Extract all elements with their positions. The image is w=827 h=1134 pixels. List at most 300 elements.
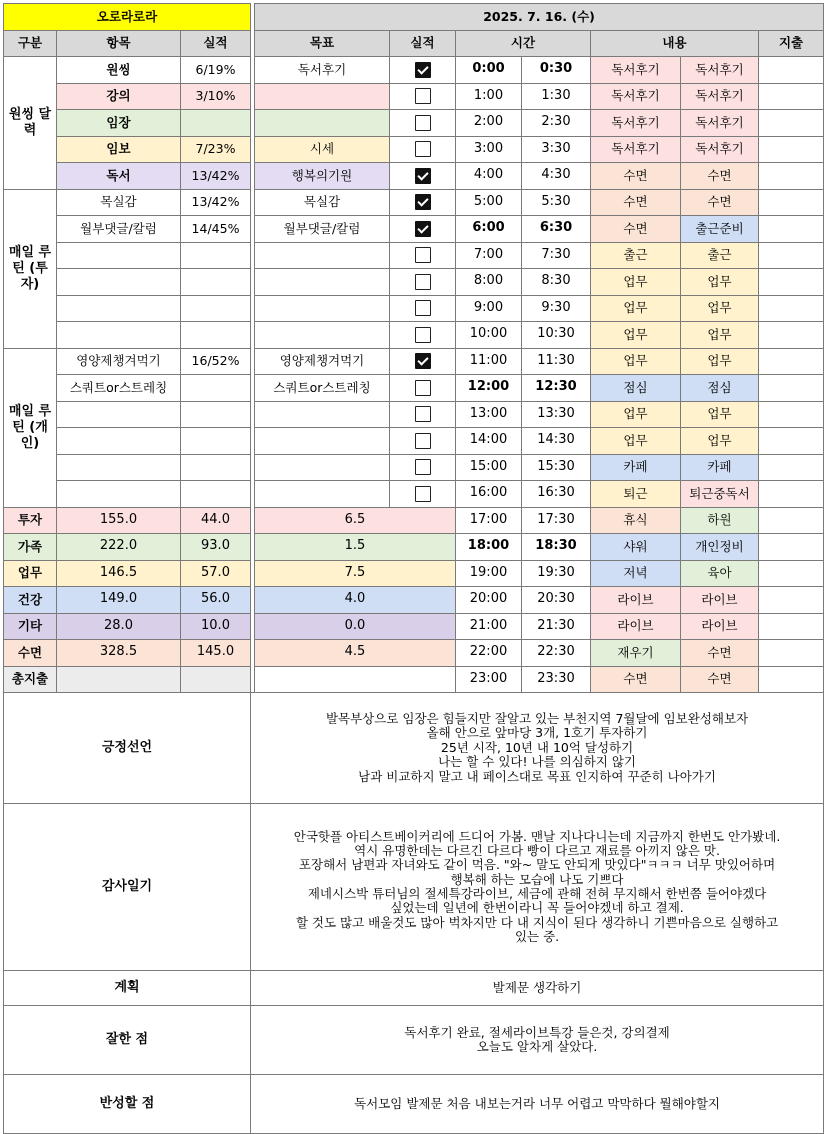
summary-label: 업무 [4, 560, 57, 587]
goal-text[interactable] [255, 83, 390, 110]
reflection-line: 포장해서 남편과 자녀와도 같이 먹음. "와~ 말도 안되게 맛있다"ㅋㅋㅋ 너무 맛있어하며 [298, 857, 776, 873]
activity-first-half[interactable]: 휴식 [591, 507, 681, 534]
title-row [4, 4, 824, 31]
summary-goal-hours: 6.5 [255, 507, 456, 534]
activity-second-half[interactable]: 라이브 [681, 613, 759, 640]
time-start: 0:00 [456, 57, 522, 84]
time-half: 2:30 [522, 110, 591, 137]
summary-goal-hours: 0.0 [255, 613, 456, 640]
item-name: 목실감 [57, 189, 181, 216]
checkbox-checked[interactable] [415, 221, 431, 237]
activity-first-half[interactable]: 독서후기 [591, 110, 681, 137]
item-name [57, 242, 181, 269]
time-start: 23:00 [456, 666, 522, 693]
goal-text[interactable] [255, 454, 390, 481]
reflection-line: 제네시스박 튜터님의 절세특강라이브, 세금에 관해 전혀 무지해서 한번쯤 들어야겠다 [307, 886, 767, 901]
reflection-text[interactable] [251, 1075, 824, 1134]
item-name [57, 322, 181, 349]
expense-cell[interactable] [759, 587, 824, 614]
item-name [57, 481, 181, 508]
activity-first-half[interactable]: 업무 [591, 295, 681, 322]
reflection-line: 독서후기 완료, 절세라이브특강 들은것, 강의결제 [404, 1024, 670, 1040]
time-half: 0:30 [522, 57, 591, 84]
time-start: 12:00 [456, 375, 522, 402]
activity-second-half[interactable]: 하원 [681, 507, 759, 534]
time-half: 17:30 [522, 507, 591, 534]
item-actual [181, 401, 251, 428]
time-start: 14:00 [456, 428, 522, 455]
goal-done-cell [390, 348, 456, 375]
time-half: 20:30 [522, 587, 591, 614]
expense-cell[interactable] [759, 454, 824, 481]
item-name: 원씽 [57, 57, 181, 84]
time-start: 6:00 [456, 216, 522, 243]
time-start: 17:00 [456, 507, 522, 534]
summary-actual: 57.0 [181, 560, 251, 587]
item-name: 영양제챙겨먹기 [57, 348, 181, 375]
time-half: 7:30 [522, 242, 591, 269]
summary-goal-hours: 4.0 [255, 587, 456, 614]
expense-cell[interactable] [759, 216, 824, 243]
checkbox-unchecked[interactable] [415, 247, 431, 263]
expense-cell[interactable] [759, 163, 824, 190]
time-half: 8:30 [522, 269, 591, 296]
summary-actual: 10.0 [181, 613, 251, 640]
goal-text[interactable]: 시세 [255, 136, 390, 163]
item-name: 독서 [57, 163, 181, 190]
checkbox-unchecked[interactable] [415, 406, 431, 422]
time-start: 21:00 [456, 613, 522, 640]
checkbox-unchecked[interactable] [415, 115, 431, 131]
time-start: 13:00 [456, 401, 522, 428]
summary-total: 146.5 [57, 560, 181, 587]
time-half: 1:30 [522, 83, 591, 110]
activity-second-half[interactable]: 업무 [681, 269, 759, 296]
goal-done-cell [390, 242, 456, 269]
time-start: 10:00 [456, 322, 522, 349]
activity-first-half[interactable]: 독서후기 [591, 136, 681, 163]
reflection-text[interactable] [251, 804, 824, 971]
goal-text[interactable] [255, 242, 390, 269]
schedule-row [4, 348, 824, 375]
time-start: 4:00 [456, 163, 522, 190]
reflection-text[interactable] [251, 1006, 824, 1075]
goal-text[interactable] [255, 322, 390, 349]
time-start: 22:00 [456, 640, 522, 667]
checkbox-checked[interactable] [415, 168, 431, 184]
schedule-row [4, 587, 824, 614]
goal-text[interactable] [255, 428, 390, 455]
time-half: 5:30 [522, 189, 591, 216]
schedule-row [4, 428, 824, 455]
reflection-line: 발제문 생각하기 [492, 979, 582, 995]
summary-total [57, 666, 181, 693]
item-actual [181, 295, 251, 322]
activity-second-half[interactable]: 카페 [681, 454, 759, 481]
activity-first-half[interactable]: 퇴근 [591, 481, 681, 508]
category-label: 매일 루틴 (개인) [4, 348, 57, 507]
checkbox-unchecked[interactable] [415, 459, 431, 475]
time-start: 20:00 [456, 587, 522, 614]
activity-first-half[interactable]: 저녁 [591, 560, 681, 587]
goal-done-cell [390, 481, 456, 508]
time-start: 15:00 [456, 454, 522, 481]
time-half: 19:30 [522, 560, 591, 587]
activity-second-half[interactable]: 업무 [681, 295, 759, 322]
item-actual: 14/45% [181, 216, 251, 243]
expense-cell[interactable] [759, 401, 824, 428]
expense-cell[interactable] [759, 348, 824, 375]
goal-done-cell [390, 375, 456, 402]
goal-done-cell [390, 269, 456, 296]
reflection-line: 독서모임 발제문 처음 내보는거라 너무 어렵고 막막하다 뭘해야할지 [354, 1095, 720, 1111]
col-item: 항목 [57, 30, 181, 57]
time-half: 21:30 [522, 613, 591, 640]
reflection-line: 발목부상으로 임장은 힘들지만 잘알고 있는 부천지역 7월달에 임보완성해보자 [325, 711, 749, 727]
checkbox-unchecked[interactable] [415, 380, 431, 396]
item-name [57, 295, 181, 322]
reflection-line: 싶었는데 일년에 한번이라니 꼭 들어야겠네 하고 결제. [390, 900, 684, 916]
activity-second-half[interactable]: 육아 [681, 560, 759, 587]
reflection-line: 나는 할 수 있다! 나를 의심하지 않기 [438, 754, 636, 770]
item-actual: 13/42% [181, 189, 251, 216]
reflection-label: 계획 [4, 971, 251, 1006]
col-done: 실적 [390, 30, 456, 57]
summary-actual: 56.0 [181, 587, 251, 614]
time-half: 14:30 [522, 428, 591, 455]
col-expense: 지출 [759, 30, 824, 57]
reflection-row [4, 971, 824, 1006]
activity-first-half[interactable]: 라이브 [591, 587, 681, 614]
time-start: 5:00 [456, 189, 522, 216]
goal-text[interactable] [255, 295, 390, 322]
checkbox-unchecked[interactable] [415, 141, 431, 157]
time-half: 9:30 [522, 295, 591, 322]
schedule-row [4, 507, 824, 534]
time-start: 11:00 [456, 348, 522, 375]
item-actual: 6/19% [181, 57, 251, 84]
activity-first-half[interactable]: 업무 [591, 401, 681, 428]
expense-cell[interactable] [759, 242, 824, 269]
item-actual [181, 428, 251, 455]
schedule-row [4, 83, 824, 110]
reflection-label: 잘한 점 [4, 1006, 251, 1075]
planner-grid [3, 3, 824, 1134]
col-goal: 목표 [255, 30, 390, 57]
activity-second-half[interactable]: 점심 [681, 375, 759, 402]
reflection-row [4, 1075, 824, 1134]
activity-first-half[interactable]: 출근 [591, 242, 681, 269]
checkbox-checked[interactable] [415, 62, 431, 78]
goal-done-cell [390, 322, 456, 349]
time-half: 3:30 [522, 136, 591, 163]
reflection-row [4, 693, 824, 804]
goal-done-cell [390, 216, 456, 243]
summary-total: 149.0 [57, 587, 181, 614]
schedule-row [4, 136, 824, 163]
column-header-row [4, 30, 824, 57]
summary-actual [181, 666, 251, 693]
item-name: 스쿼트or스트레칭 [57, 375, 181, 402]
expense-cell[interactable] [759, 83, 824, 110]
expense-cell[interactable] [759, 295, 824, 322]
schedule-row [4, 481, 824, 508]
reflection-line: 있는 중. [514, 929, 560, 945]
activity-first-half[interactable]: 업무 [591, 428, 681, 455]
summary-actual: 93.0 [181, 534, 251, 561]
activity-first-half[interactable]: 독서후기 [591, 57, 681, 84]
item-name: 임보 [57, 136, 181, 163]
schedule-row [4, 295, 824, 322]
item-actual [181, 375, 251, 402]
date-title: 2025. 7. 16. (수) [255, 4, 824, 31]
time-start: 7:00 [456, 242, 522, 269]
schedule-row [4, 189, 824, 216]
time-start: 9:00 [456, 295, 522, 322]
time-start: 18:00 [456, 534, 522, 561]
goal-text[interactable] [255, 269, 390, 296]
reflection-line: 25년 시작, 10년 내 10억 달성하기 [440, 739, 634, 755]
goal-done-cell [390, 110, 456, 137]
time-start: 16:00 [456, 481, 522, 508]
checkbox-unchecked[interactable] [415, 327, 431, 343]
expense-cell[interactable] [759, 57, 824, 84]
item-name: 월부댓글/칼럼 [57, 216, 181, 243]
reflection-text[interactable] [251, 693, 824, 804]
goal-done-cell [390, 83, 456, 110]
reflection-line: 안국핫플 아티스트베이커리에 드디어 가봄. 맨날 지나다니는데 지금까지 한번도 안가봤네. [293, 828, 781, 844]
col-actual: 실적 [181, 30, 251, 57]
summary-label: 가족 [4, 534, 57, 561]
activity-second-half[interactable]: 독서후기 [681, 83, 759, 110]
checkbox-checked[interactable] [415, 353, 431, 369]
schedule-row [4, 163, 824, 190]
goal-text[interactable] [255, 401, 390, 428]
checkbox-unchecked[interactable] [415, 88, 431, 104]
item-name: 임장 [57, 110, 181, 137]
activity-second-half[interactable]: 개인정비 [681, 534, 759, 561]
activity-second-half[interactable]: 라이브 [681, 587, 759, 614]
activity-second-half[interactable]: 출근 [681, 242, 759, 269]
goal-done-cell [390, 401, 456, 428]
checkbox-checked[interactable] [415, 194, 431, 210]
time-half: 13:30 [522, 401, 591, 428]
category-label: 매일 루틴 (투자) [4, 189, 57, 348]
time-start: 19:00 [456, 560, 522, 587]
time-start: 8:00 [456, 269, 522, 296]
expense-cell[interactable] [759, 375, 824, 402]
schedule-row [4, 57, 824, 84]
summary-label: 총지출 [4, 666, 57, 693]
activity-first-half[interactable]: 라이브 [591, 613, 681, 640]
activity-first-half[interactable]: 독서후기 [591, 83, 681, 110]
summary-actual: 145.0 [181, 640, 251, 667]
expense-cell[interactable] [759, 640, 824, 667]
checkbox-unchecked[interactable] [415, 274, 431, 290]
schedule-row [4, 666, 824, 693]
activity-second-half[interactable]: 독서후기 [681, 136, 759, 163]
expense-cell[interactable] [759, 666, 824, 693]
reflection-line: 올해 안으로 앞마당 3개, 1호기 투자하기 [426, 725, 648, 741]
reflection-line: 남과 비교하지 말고 내 페이스대로 목표 인지하여 꾸준히 나아가기 [358, 768, 716, 784]
activity-first-half[interactable]: 업무 [591, 322, 681, 349]
activity-first-half[interactable]: 수면 [591, 666, 681, 693]
activity-first-half[interactable]: 샤워 [591, 534, 681, 561]
goal-done-cell [390, 163, 456, 190]
expense-cell[interactable] [759, 322, 824, 349]
activity-second-half[interactable]: 업무 [681, 348, 759, 375]
activity-first-half[interactable]: 카페 [591, 454, 681, 481]
time-start: 3:00 [456, 136, 522, 163]
summary-label: 투자 [4, 507, 57, 534]
schedule-row [4, 401, 824, 428]
time-half: 23:30 [522, 666, 591, 693]
time-start: 1:00 [456, 83, 522, 110]
category-label: 원씽 달력 [4, 57, 57, 190]
activity-second-half[interactable]: 수면 [681, 640, 759, 667]
item-actual [181, 481, 251, 508]
summary-actual: 44.0 [181, 507, 251, 534]
reflection-label: 감사일기 [4, 804, 251, 971]
summary-total: 155.0 [57, 507, 181, 534]
time-half: 12:30 [522, 375, 591, 402]
checkbox-unchecked[interactable] [415, 433, 431, 449]
activity-first-half[interactable]: 업무 [591, 269, 681, 296]
grid-body [4, 4, 824, 1134]
expense-cell[interactable] [759, 189, 824, 216]
activity-second-half[interactable]: 업무 [681, 428, 759, 455]
summary-total: 222.0 [57, 534, 181, 561]
expense-cell[interactable] [759, 560, 824, 587]
item-actual: 16/52% [181, 348, 251, 375]
item-actual: 13/42% [181, 163, 251, 190]
time-half: 4:30 [522, 163, 591, 190]
schedule-row [4, 322, 824, 349]
item-actual [181, 322, 251, 349]
item-name: 강의 [57, 83, 181, 110]
expense-cell[interactable] [759, 481, 824, 508]
summary-goal-hours [255, 666, 456, 693]
goal-done-cell [390, 428, 456, 455]
summary-goal-hours: 7.5 [255, 560, 456, 587]
activity-first-half[interactable]: 수면 [591, 163, 681, 190]
schedule-row [4, 216, 824, 243]
goal-text[interactable]: 독서후기 [255, 57, 390, 84]
schedule-row [4, 110, 824, 137]
checkbox-unchecked[interactable] [415, 300, 431, 316]
item-name [57, 401, 181, 428]
expense-cell[interactable] [759, 110, 824, 137]
item-actual: 7/23% [181, 136, 251, 163]
time-half: 18:30 [522, 534, 591, 561]
item-actual: 3/10% [181, 83, 251, 110]
summary-label: 수면 [4, 640, 57, 667]
reflection-line: 역시 유명한데는 다르긴 다르다 빵이 다르고 재료를 아끼지 않은 맛. [354, 842, 720, 858]
goal-done-cell [390, 136, 456, 163]
schedule-row [4, 242, 824, 269]
item-name [57, 428, 181, 455]
time-half: 15:30 [522, 454, 591, 481]
activity-second-half[interactable]: 업무 [681, 322, 759, 349]
activity-second-half[interactable]: 수면 [681, 666, 759, 693]
summary-total: 328.5 [57, 640, 181, 667]
expense-cell[interactable] [759, 136, 824, 163]
schedule-row [4, 613, 824, 640]
item-actual [181, 269, 251, 296]
goal-done-cell [390, 189, 456, 216]
item-name [57, 454, 181, 481]
time-half: 10:30 [522, 322, 591, 349]
checkbox-unchecked[interactable] [415, 486, 431, 502]
col-content: 내용 [591, 30, 759, 57]
col-time: 시간 [456, 30, 591, 57]
reflection-label: 반성할 점 [4, 1075, 251, 1134]
schedule-row [4, 640, 824, 667]
item-name [57, 269, 181, 296]
reflection-line: 할 것도 많고 배울것도 많아 벅차지만 다 내 지식이 된다 생각하니 기쁜마음으로 실행하고 [295, 914, 779, 930]
activity-first-half[interactable]: 수면 [591, 189, 681, 216]
schedule-row [4, 534, 824, 561]
time-half: 22:30 [522, 640, 591, 667]
sheet-owner-title: 오로라로라 [4, 4, 251, 31]
goal-text[interactable]: 월부댓글/칼럼 [255, 216, 390, 243]
expense-cell[interactable] [759, 613, 824, 640]
goal-text[interactable] [255, 110, 390, 137]
summary-label: 건강 [4, 587, 57, 614]
item-actual [181, 242, 251, 269]
activity-first-half[interactable]: 수면 [591, 216, 681, 243]
reflection-row [4, 804, 824, 971]
expense-cell[interactable] [759, 428, 824, 455]
reflection-line: 오늘도 알차게 살았다. [476, 1039, 598, 1054]
time-half: 11:30 [522, 348, 591, 375]
goal-text[interactable]: 목실감 [255, 189, 390, 216]
goal-text[interactable] [255, 481, 390, 508]
activity-second-half[interactable]: 출근준비 [681, 216, 759, 243]
schedule-row [4, 375, 824, 402]
expense-cell[interactable] [759, 269, 824, 296]
summary-label: 기타 [4, 613, 57, 640]
item-actual [181, 110, 251, 137]
activity-first-half[interactable]: 점심 [591, 375, 681, 402]
reflection-label: 긍정선언 [4, 693, 251, 804]
activity-first-half[interactable]: 업무 [591, 348, 681, 375]
goal-text[interactable]: 영양제챙겨먹기 [255, 348, 390, 375]
summary-total: 28.0 [57, 613, 181, 640]
time-half: 16:30 [522, 481, 591, 508]
summary-goal-hours: 4.5 [255, 640, 456, 667]
activity-second-half[interactable]: 업무 [681, 401, 759, 428]
goal-done-cell [390, 57, 456, 84]
activity-second-half[interactable]: 퇴근중독서 [681, 481, 759, 508]
item-actual [181, 454, 251, 481]
activity-second-half[interactable]: 독서후기 [681, 110, 759, 137]
goal-text[interactable]: 행복의기원 [255, 163, 390, 190]
expense-cell[interactable] [759, 534, 824, 561]
schedule-row [4, 454, 824, 481]
activity-second-half[interactable]: 독서후기 [681, 57, 759, 84]
activity-first-half[interactable]: 재우기 [591, 640, 681, 667]
time-half: 6:30 [522, 216, 591, 243]
activity-second-half[interactable]: 수면 [681, 189, 759, 216]
expense-cell[interactable] [759, 507, 824, 534]
col-category: 구분 [4, 30, 57, 57]
goal-text[interactable]: 스쿼트or스트레칭 [255, 375, 390, 402]
activity-second-half[interactable]: 수면 [681, 163, 759, 190]
reflection-text[interactable] [251, 971, 824, 1006]
reflection-row [4, 1006, 824, 1075]
summary-goal-hours: 1.5 [255, 534, 456, 561]
